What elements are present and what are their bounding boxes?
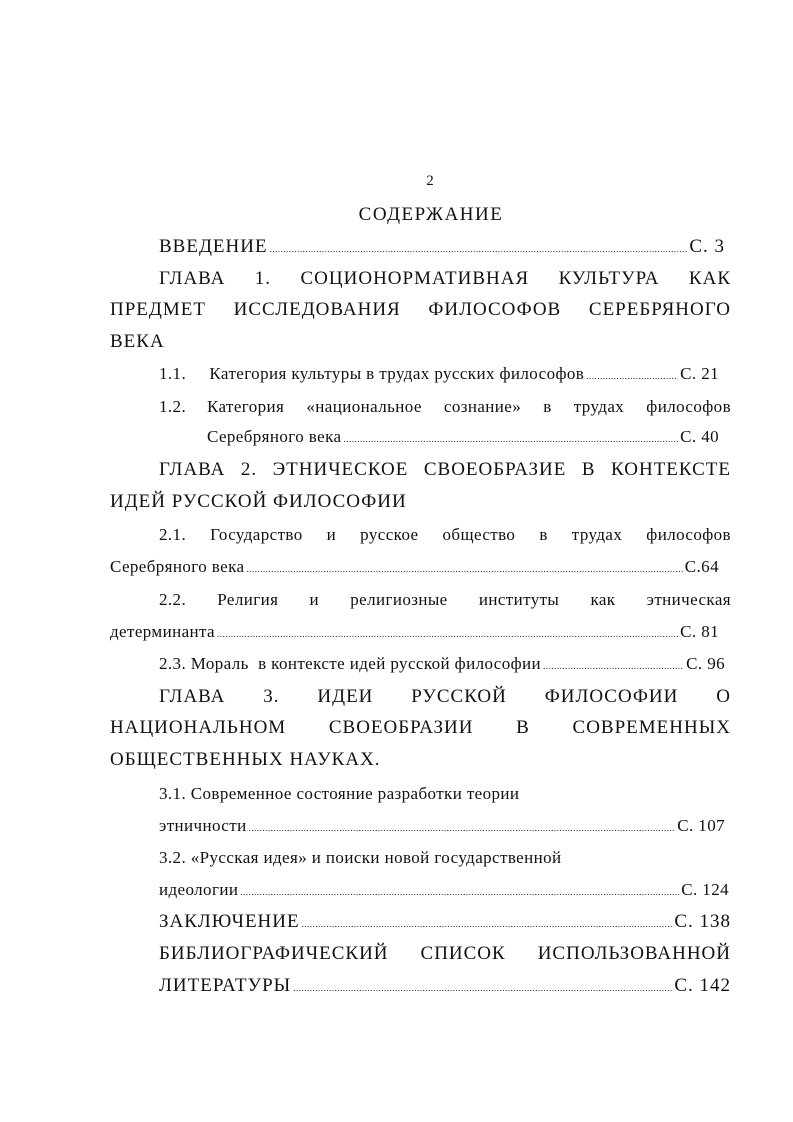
toc-leader-dots [249,823,676,833]
toc-entry-intro [159,236,725,258]
toc-label: ЗАКЛЮЧЕНИЕ [159,911,300,932]
chapter-3-heading-line-1: ГЛАВА 3. ИДЕИ РУССКОЙ ФИЛОСОФИИ О [159,686,731,707]
toc-label: Серебряного века [110,557,245,576]
toc-leader-dots [302,919,673,929]
toc-page: С. 107 [677,816,725,835]
toc-leader-dots [270,244,688,254]
toc-leader-dots [217,629,678,639]
toc-page: С. 124 [681,880,729,899]
toc-leader-dots [293,983,672,993]
toc-page: С. 21 [680,364,719,383]
chapter-1-heading-line-3: ВЕКА [110,331,165,352]
toc-leader-dots [543,661,684,671]
toc-section-number: 1.2. [159,397,187,416]
chapter-1-heading-line-2: ПРЕДМЕТ ИССЛЕДОВАНИЯ ФИЛОСОФОВ СЕРЕБРЯНОГО [110,299,731,320]
toc-page: С.64 [684,557,719,576]
bibliography-heading-line-1: БИБЛИОГРАФИЧЕСКИЙ СПИСОК ИСПОЛЬЗОВАННОЙ [159,943,731,964]
toc-entry-2-2-line-2 [110,622,719,642]
toc-entry-2-3 [159,654,725,674]
chapter-3-heading-line-3: ОБЩЕСТВЕННЫХ НАУКАХ. [110,749,381,770]
toc-entry-bibliography [159,975,731,997]
toc-entry-2-1-line-1: 2.1. Государство и русское общество в трудах философов [159,525,731,544]
toc-entry-2-2-line-1: 2.2. Религия и религиозные институты как этническая [159,590,731,609]
toc-entry-1-1 [159,364,719,384]
toc-entry-3-2-line-1: 3.2. «Русская идея» и поиски новой государственной [159,848,562,867]
toc-page: С. 3 [689,236,725,257]
toc-label: Серебряного века [207,427,342,446]
toc-label: этничности [159,816,247,835]
toc-label: идеологии [159,880,239,899]
toc-page: С. 81 [680,622,719,641]
toc-leader-dots [343,434,678,444]
toc-label: ЛИТЕРАТУРЫ [159,975,292,996]
toc-leader-dots [246,564,682,574]
chapter-2-heading-line-1: ГЛАВА 2. ЭТНИЧЕСКОЕ СВОЕОБРАЗИЕ В КОНТЕКСТЕ [159,459,731,480]
toc-page: С. 96 [686,654,725,673]
toc-label: 2.3. Мораль в контексте идей русской философии [159,654,542,673]
chapter-1-heading-line-1: ГЛАВА 1. СОЦИОНОРМАТИВНАЯ КУЛЬТУРА КАК [159,268,731,289]
chapter-2-heading-line-2: ИДЕЙ РУССКОЙ ФИЛОСОФИИ [110,491,407,512]
toc-leader-dots [240,887,679,897]
toc-leader-dots [586,371,678,381]
toc-entry-3-2-line-2 [159,880,729,900]
toc-page: С. 138 [674,911,731,932]
toc-label: детерминанта [110,622,215,641]
toc-entry-conclusion [159,911,731,933]
toc-entry-1-2-line-2 [207,427,719,447]
page-title: СОДЕРЖАНИЕ [358,204,504,225]
page-number: 2 [426,173,434,189]
toc-label: Категория «национальное сознание» в трудах философов [207,397,731,416]
chapter-3-heading-line-2: НАЦИОНАЛЬНОМ СВОЕОБРАЗИИ В СОВРЕМЕННЫХ [110,717,731,738]
toc-entry-3-1-line-2 [159,816,725,836]
toc-section-number: 1.1. [159,364,187,383]
toc-page: С. 40 [680,427,719,446]
toc-label: ВВЕДЕНИЕ [159,236,268,257]
toc-page: С. 142 [674,975,731,996]
toc-entry-1-2-line-1 [159,397,731,417]
toc-entry-3-1-line-1: 3.1. Современное состояние разработки теории [159,784,520,803]
toc-entry-2-1-line-2 [110,557,719,577]
toc-label: Категория культуры в трудах русских философов [209,364,585,383]
